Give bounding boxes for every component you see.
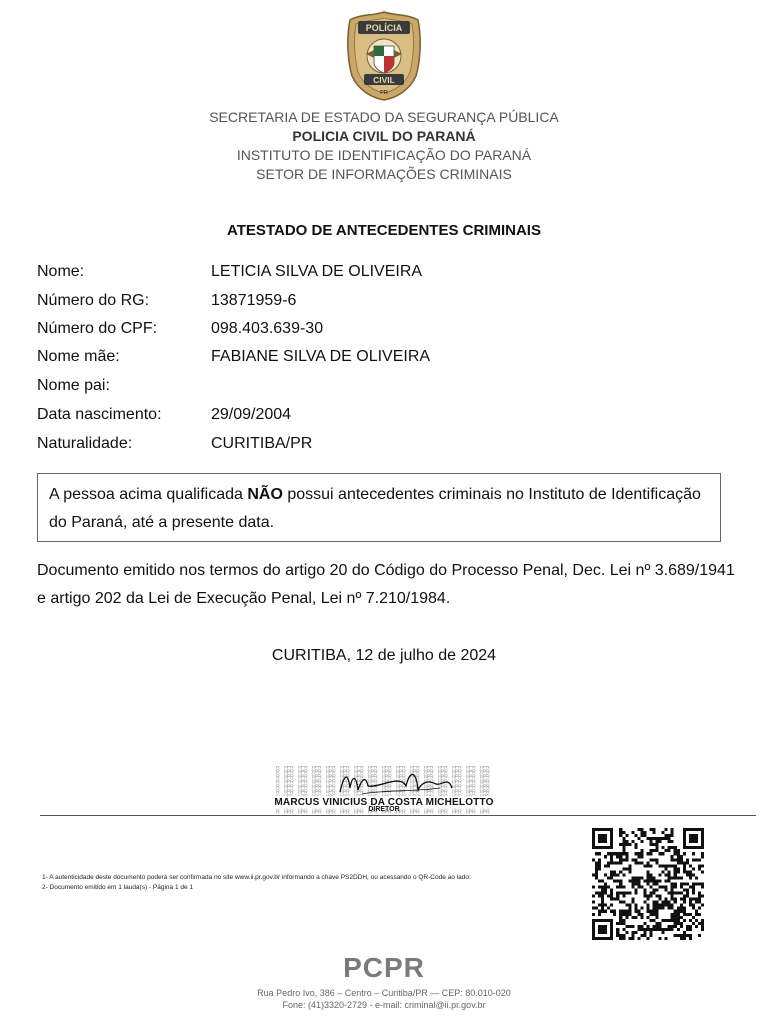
field-value: 13871959-6 [211,292,297,309]
field-rg [37,292,737,321]
result-prefix: A pessoa acima qualificada [49,486,248,503]
header-secretaria: SECRETARIA DE ESTADO DA SEGURANÇA PÚBLICA [209,109,559,125]
place-date: CURITIBA, 12 de julho de 2024 [271,647,497,664]
field-label: Data nascimento: [37,406,162,423]
field-label: Número do RG: [37,292,150,309]
result-statement [49,481,709,537]
header-policia-civil: POLICIA CIVIL DO PARANÁ [292,128,476,144]
header-instituto: INSTITUTO DE IDENTIFICAÇÃO DO PARANÁ [236,147,532,163]
result-box [37,473,721,542]
legal-basis-text: Documento emitido nos termos do artigo 20 do Código do Processo Penal, Dec. Lei nº 3.689/1941 e artigo 202 da Lei de Execução Penal, Lei nº 7.210/1984. [37,562,735,607]
field-label: Nome mãe: [37,348,120,365]
field-data-nascimento [37,406,737,435]
signatory-role: DIRETOR [368,806,400,813]
field-nome-mae [37,348,737,377]
field-cpf [37,320,737,349]
pcpr-logo: PCPR [343,952,425,983]
badge-bottom-text: CIVIL [373,75,395,85]
badge-state-text: PR [380,90,388,96]
field-value: FABIANE SILVA DE OLIVEIRA [211,348,431,365]
policia-civil-badge-logo [344,10,424,102]
footer-divider [40,815,756,816]
field-nome-pai [37,377,737,406]
field-value: LETICIA SILVA DE OLIVEIRA [211,263,423,280]
footer-note: 2- Documento emitido em 1 lauda(s) - Página 1 de 1 [42,884,194,891]
field-value: 29/09/2004 [211,406,292,423]
footer-notes [42,873,471,893]
field-value: 098.403.639-30 [211,320,324,337]
field-label: Naturalidade: [37,435,133,452]
field-label: Número do CPF: [37,320,158,337]
signatory-name: MARCUS VINICIUS DA COSTA MICHELOTTO [274,797,494,808]
field-label: Nome: [37,263,85,280]
field-label: Nome pai: [37,377,110,394]
badge-top-text: POLÍCIA [365,23,403,33]
field-naturalidade [37,435,737,464]
footer-address: Rua Pedro Ivo, 386 – Centro – Curitiba/PR — CEP: 80.010-020 [257,988,511,998]
header-setor: SETOR DE INFORMAÇÕES CRIMINAIS [256,166,512,182]
footer-note: 1- A autenticidade deste documento poderá ser confirmada no site www.ii.pr.gov.br informando a chave PS2DDH, ou acessando o QR-Code ao lado: [42,874,471,881]
field-nome [37,263,737,292]
result-suffix: possui antecedentes criminais no Instituto de Identificação do Paraná, até a presente data. [49,486,701,531]
document-title: ATESTADO DE ANTECEDENTES CRIMINAIS [227,222,541,239]
verification-qr-code[interactable] [592,828,704,940]
field-value: CURITIBA/PR [211,435,313,452]
result-emphasis: NÃO [247,486,283,503]
footer-contact: Fone: (41)3320-2729 - e-mail: criminal@ii.pr.gov.br [282,1000,486,1010]
